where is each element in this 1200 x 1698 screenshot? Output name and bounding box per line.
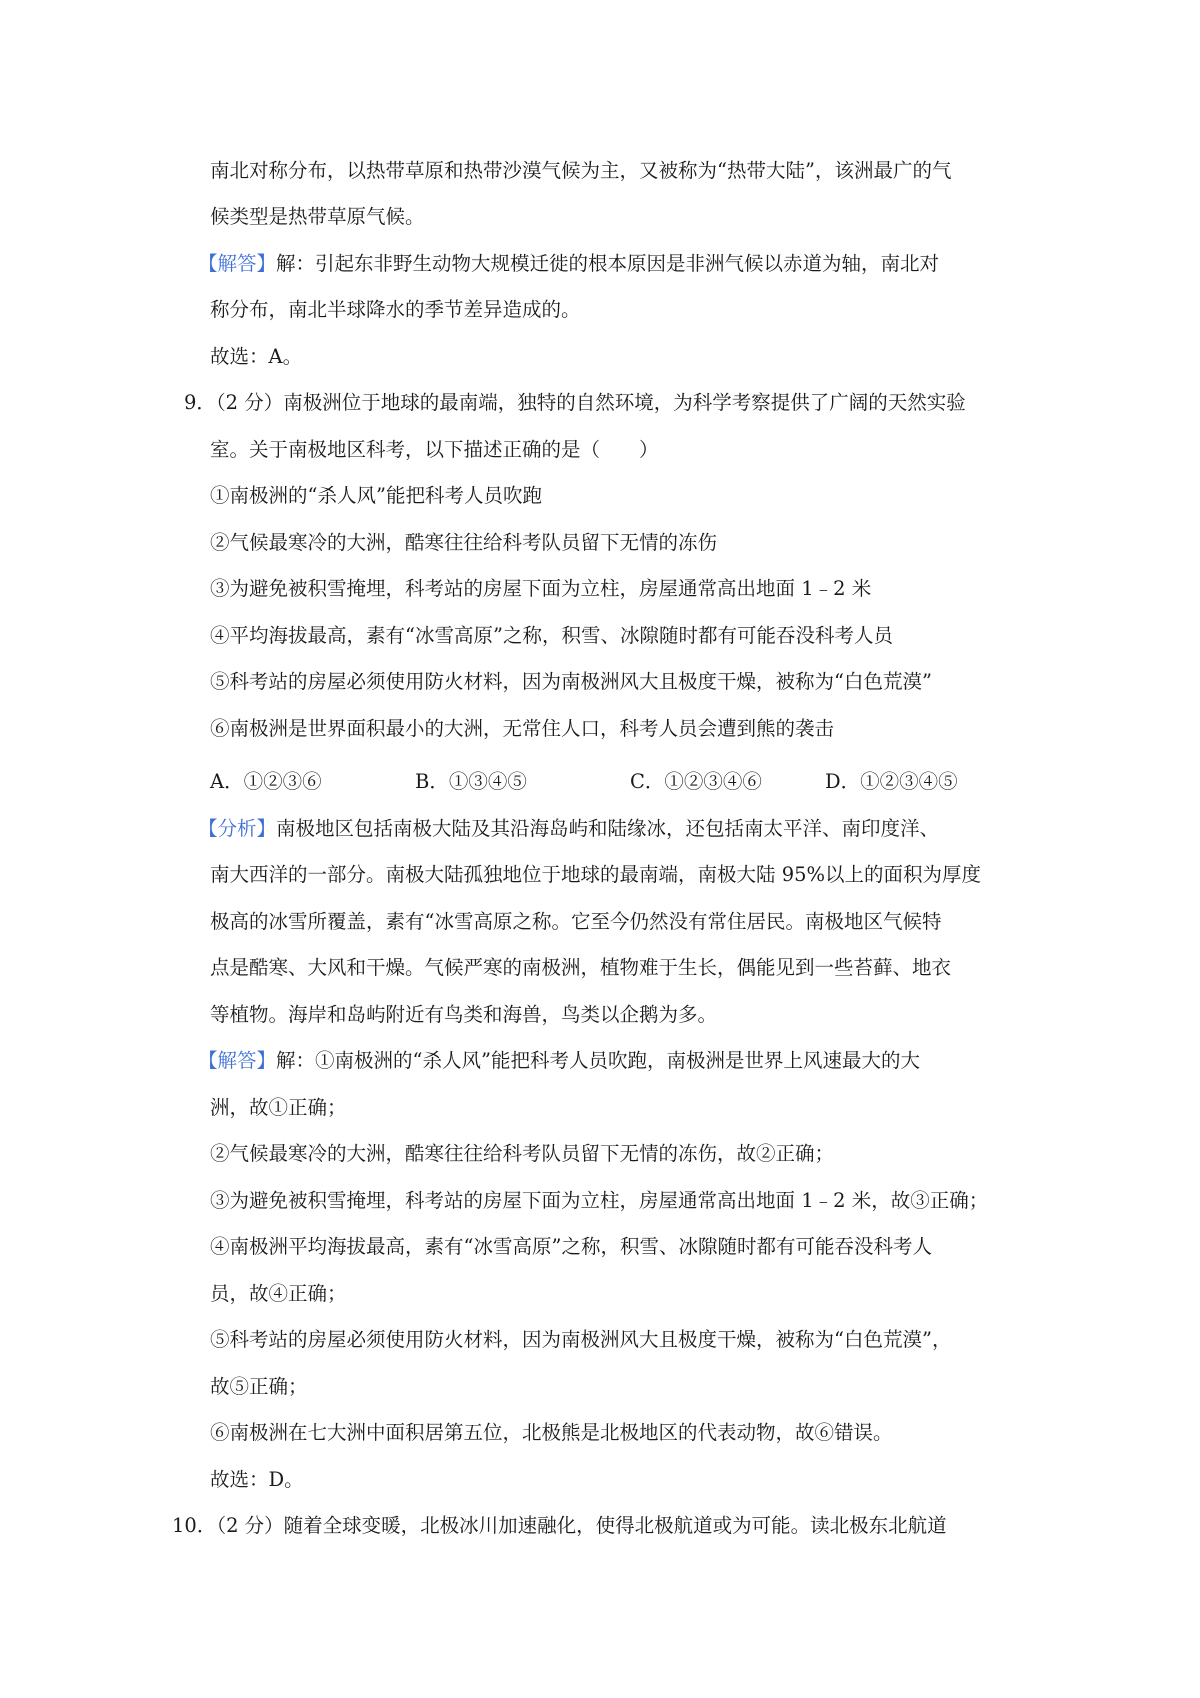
answer-text: 解：①南极洲的“杀人风”能把科考人员吹跑，南极洲是世界上风速最大的大: [276, 1049, 920, 1072]
q8-answer-line-1: [198, 250, 939, 278]
q9-statement-2: ②气候最寒冷的大洲，酷寒往往给科考队员留下无情的冻伤: [210, 531, 718, 554]
q9-answer-line-1: [198, 1047, 920, 1075]
q9-analysis-line-2: 南大西洋的一部分。南极大陆孤独地位于地球的最南端，南极大陆 95%以上的面积为厚度: [210, 863, 982, 886]
q10-stem-line-1: 10．（2 分）随着全球变暖，北极冰川加速融化，使得北极航道或为可能。读北极东北航道: [172, 1514, 947, 1537]
q9-option-d: D．①②③④⑤: [825, 770, 958, 793]
q9-stem-line-2: 室。关于南极地区科考，以下描述正确的是（ ）: [210, 438, 659, 461]
q9-statement-5: ⑤科考站的房屋必须使用防火材料，因为南极洲风大且极度干燥，被称为“白色荒漠”: [210, 670, 932, 693]
q9-answer-line-4: ③为避免被积雪掩埋，科考站的房屋下面为立柱，房屋通常高出地面 1﹣2 米，故③正确；: [210, 1189, 989, 1212]
q9-statement-4: ④平均海拔最高，素有“冰雪高原”之称，积雪、冰隙随时都有可能吞没科考人员: [210, 624, 893, 647]
analysis-text: 南极地区包括南极大陆及其沿海岛屿和陆缘冰，还包括南太平洋、南印度洋、: [276, 817, 940, 840]
q8-answer-line-2: 称分布，南北半球降水的季节差异造成的。: [210, 298, 581, 321]
q9-answer-line-8: 故⑤正确；: [210, 1375, 308, 1398]
q9-statement-1: ①南极洲的“杀人风”能把科考人员吹跑: [210, 484, 542, 507]
intro-line-2: 候类型是热带草原气候。: [210, 205, 425, 228]
q9-answer-line-9: ⑥南极洲在七大洲中面积居第五位，北极熊是北极地区的代表动物，故⑥错误。: [210, 1421, 893, 1444]
q9-analysis-line-1: [198, 815, 939, 843]
q9-options: [210, 768, 1050, 796]
q9-choice: 故选：D。: [210, 1468, 304, 1491]
answer-tag: 【解答】: [198, 252, 277, 275]
q9-stem-line-1: 9．（2 分）南极洲位于地球的最南端，独特的自然环境，为科学考察提供了广阔的天然实验: [184, 391, 966, 414]
q9-answer-line-6: 员，故④正确；: [210, 1282, 347, 1305]
intro-line-1: 南北对称分布，以热带草原和热带沙漠气候为主，又被称为“热带大陆”，该洲最广的气: [210, 159, 952, 182]
q9-statement-6: ⑥南极洲是世界面积最小的大洲，无常住人口，科考人员会遭到熊的袭击: [210, 717, 835, 740]
q9-answer-line-7: ⑤科考站的房屋必须使用防火材料，因为南极洲风大且极度干燥，被称为“白色荒漠”，: [210, 1328, 952, 1351]
answer-text: 解：引起东非野生动物大规模迁徙的根本原因是非洲气候以赤道为轴，南北对: [276, 252, 940, 275]
q9-option-c: C．①②③④⑥: [630, 770, 762, 793]
q9-statement-3: ③为避免被积雪掩埋，科考站的房屋下面为立柱，房屋通常高出地面 1﹣2 米: [210, 577, 872, 600]
q9-answer-line-5: ④南极洲平均海拔最高，素有“冰雪高原”之称，积雪、冰隙随时都有可能吞没科考人: [210, 1235, 932, 1258]
answer-tag: 【解答】: [198, 1049, 277, 1072]
analysis-tag: 【分析】: [198, 817, 277, 840]
q9-analysis-line-3: 极高的冰雪所覆盖，素有“冰雪高原之称。它至今仍然没有常住居民。南极地区气候特: [210, 910, 942, 933]
q8-choice: 故选：A。: [210, 345, 303, 368]
q9-analysis-line-5: 等植物。海岸和岛屿附近有鸟类和海兽，鸟类以企鹅为多。: [210, 1003, 718, 1026]
q9-answer-line-2: 洲，故①正确；: [210, 1096, 347, 1119]
q9-option-b: B．①③④⑤: [415, 770, 527, 793]
q9-option-a: A．①②③⑥: [210, 770, 322, 793]
q9-answer-line-3: ②气候最寒冷的大洲，酷寒往往给科考队员留下无情的冻伤，故②正确；: [210, 1142, 835, 1165]
q9-analysis-line-4: 点是酷寒、大风和干燥。气候严寒的南极洲，植物难于生长，偶能见到一些苔藓、地衣: [210, 956, 952, 979]
